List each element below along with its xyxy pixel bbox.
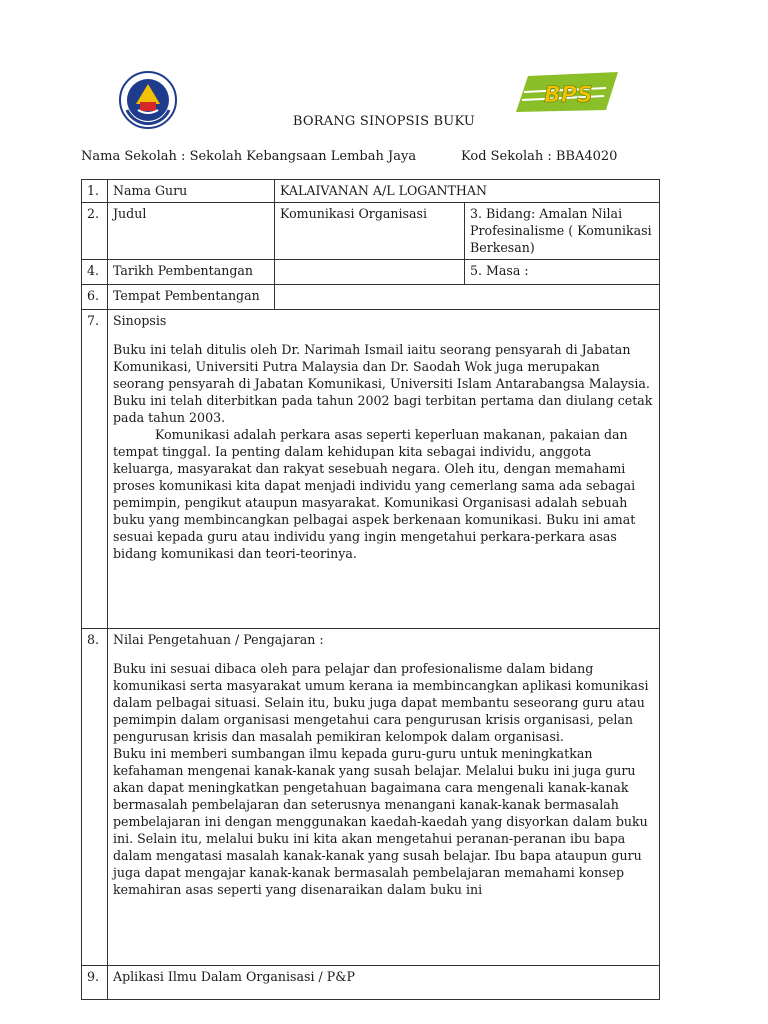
row-teacher-name	[82, 180, 660, 203]
form-title: BORANG SINOPSIS BUKU	[292, 114, 476, 129]
knowledge-paragraph: Buku ini memberi sumbangan ilmu kepada guru-guru untuk meningkatkan kefahaman mengenai kanak-kanak yang susah belajar. Melalui buku ini juga guru akan dapat meningkatkan pengetahuan bagaimana cara mengenali kanak-kanak bermasalah pembelajaran dan seterusnya menangani kanak-kanak bermasalah pembelajaran ini dengan menggunakan kaedah-kaedah yang disyorkan dalam buku ini. Selain itu, melalui buku ini kita akan mengetahui peranan-peranan ibu bapa dalam mengatasi masalah kanak-kanak yang susah belajar. Ibu bapa ataupun guru juga dapat mengajar kanak-kanak bermasalah pembelajaran memahami konsep kemahiran asas seperti yang disenaraikan dalam buku ini	[113, 746, 648, 897]
row-number: 9.	[82, 966, 108, 1000]
row-synopsis	[82, 310, 660, 629]
time-field[interactable]: 5. Masa :	[465, 260, 660, 285]
row-number: 7.	[82, 310, 108, 629]
row-number: 6.	[82, 285, 108, 310]
row-number: 2.	[82, 203, 108, 260]
row-knowledge-value	[82, 629, 660, 966]
presentation-date-value[interactable]	[275, 260, 465, 285]
presentation-place-value[interactable]	[275, 285, 660, 310]
book-title-value[interactable]: Komunikasi Organisasi	[275, 203, 465, 260]
field-label: Tarikh Pembentangan	[108, 260, 275, 285]
field-label: Judul	[108, 203, 275, 260]
row-number: 1.	[82, 180, 108, 203]
row-number: 4.	[82, 260, 108, 285]
field-area-value[interactable]: 3. Bidang: Amalan Nilai Profesinalisme ( Komunikasi Berkesan)	[465, 203, 660, 260]
field-label: Tempat Pembentangan	[108, 285, 275, 310]
svg-text:BPS: BPS	[544, 83, 593, 108]
knowledge-value-cell[interactable]	[108, 629, 660, 966]
row-title	[82, 203, 660, 260]
knowledge-paragraph: Buku ini sesuai dibaca oleh para pelajar dan profesionalisme dalam bidang komunikasi serta masyarakat umum kerana ia membincangkan aplikasi komunikasi dalam pelbagai situasi. Selain itu, buku juga dapat membantu seseorang guru atau pemimpin dalam organisasi mengetahui cara pengurusan krisis organisasi, pelan pengurusan krisis dan masalah pemikiran kelompok dalam organisasi.	[113, 661, 649, 744]
school-info	[81, 149, 681, 164]
teacher-name-value[interactable]: KALAIVANAN A/L LOGANTHAN	[275, 180, 660, 203]
school-name: Nama Sekolah : Sekolah Kebangsaan Lembah Jaya	[81, 149, 417, 164]
synopsis-paragraph: Buku ini telah ditulis oleh Dr. Narimah Ismail iaitu seorang pensyarah di Jabatan Komunikasi, Universiti Putra Malaysia dan Dr. Saodah Wok juga merupakan seorang pensyarah di Jabatan Komunikasi, Universiti Islam Antarabangsa Malaysia. Buku ini telah diterbitkan pada tahun 2002 bagi terbitan pertama dan diulang cetak pada tahun 2003.	[113, 342, 653, 425]
synopsis-form-table	[81, 179, 660, 1000]
field-label: Aplikasi Ilmu Dalam Organisasi / P&P	[113, 969, 355, 984]
field-label: Nilai Pengetahuan / Pengajaran :	[113, 632, 324, 647]
row-presentation-place	[82, 285, 660, 310]
field-label: Nama Guru	[108, 180, 275, 203]
row-number: 8.	[82, 629, 108, 966]
application-cell[interactable]	[108, 966, 660, 1000]
school-code: Kod Sekolah : BBA4020	[461, 149, 618, 164]
row-presentation-date	[82, 260, 660, 285]
bps-logo	[514, 70, 618, 114]
synopsis-paragraph: Komunikasi adalah perkara asas seperti keperluan makanan, pakaian dan tempat tinggal. Ia penting dalam kehidupan kita sebagai individu, anggota keluarga, masyarakat dan rakyat sesebuah negara. Oleh itu, dengan memahami proses komunikasi kita dapat menjadi individu yang cemerlang sama ada sebagai pemimpin, pengikut ataupun masyarakat. Komunikasi Organisasi adalah sebuah buku yang membincangkan pelbagai aspek berkenaan komunikasi. Buku ini amat sesuai kepada guru atau individu yang ingin mengetahui perkara-perkara asas bidang komunikasi dan teori-teorinya.	[113, 427, 636, 561]
field-label: Sinopsis	[113, 313, 167, 328]
row-application	[82, 966, 660, 1000]
synopsis-cell[interactable]	[108, 310, 660, 629]
